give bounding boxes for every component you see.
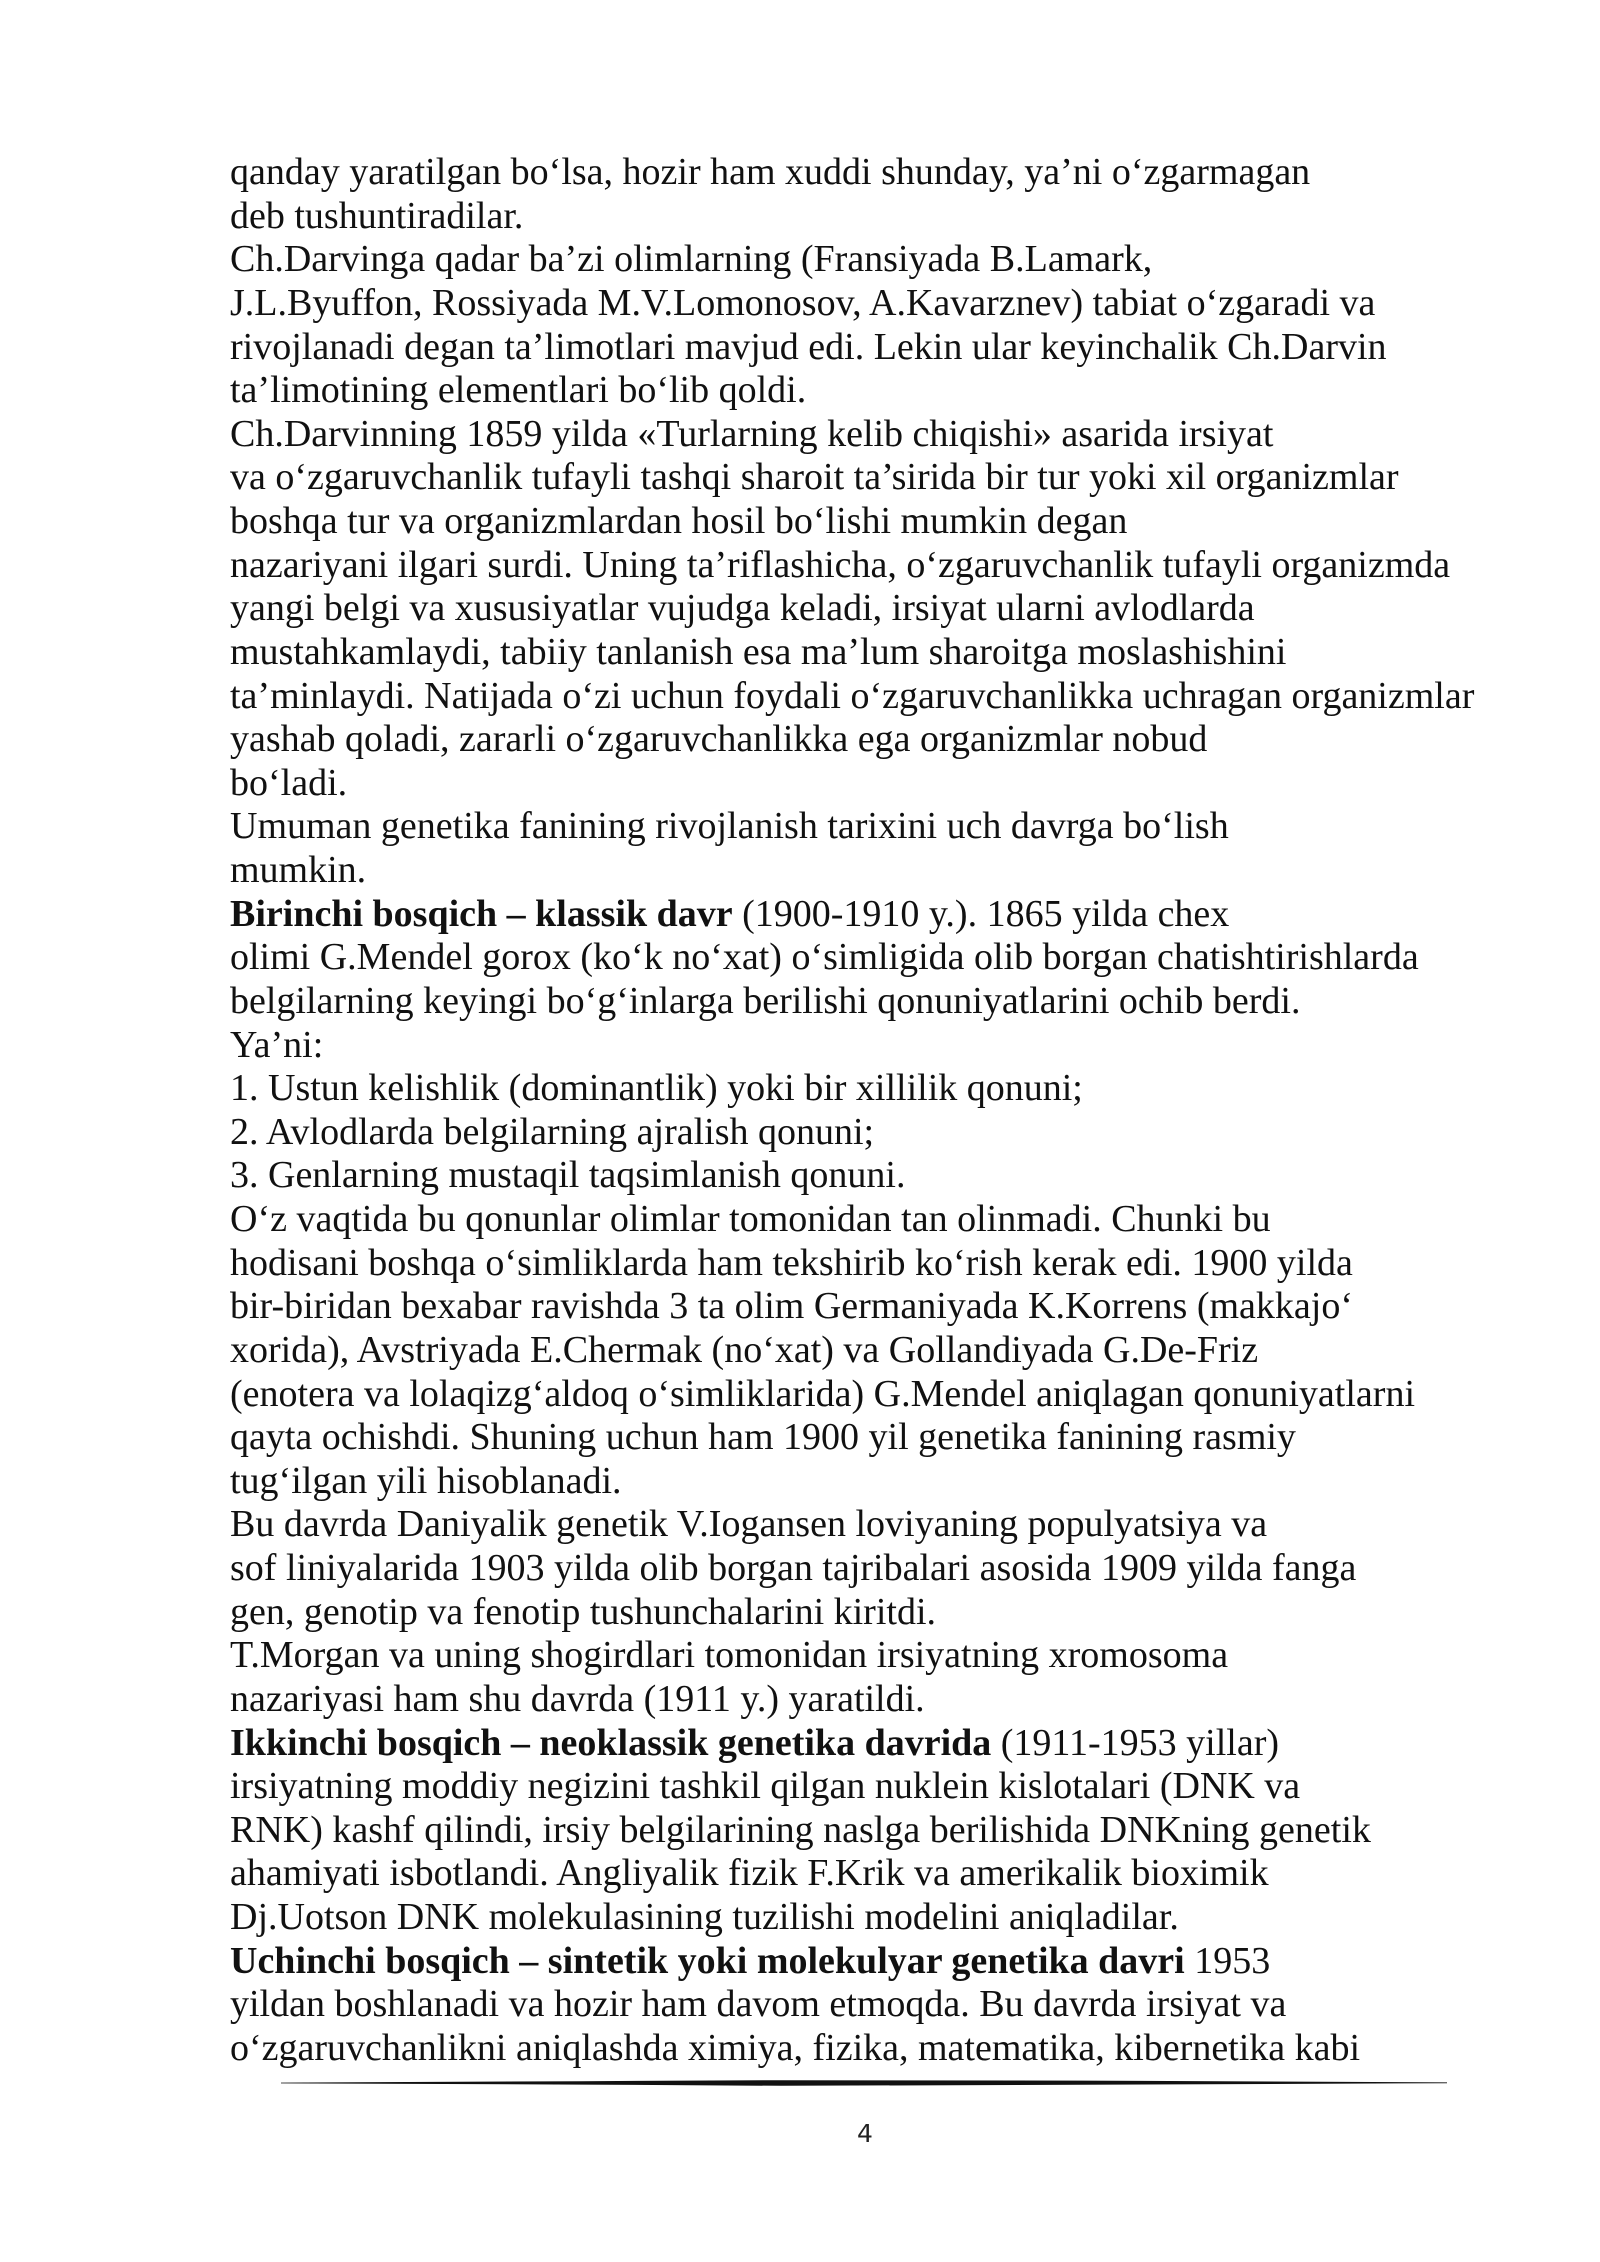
- text-line: J.L.Byuffon, Rossiyada M.V.Lomonosov, A.Kavarznev) tabiat o‘zgaradi va: [230, 281, 1376, 324]
- text-line: qayta ochishdi. Shuning uchun ham 1900 yil genetika fanining rasmiy: [230, 1416, 1296, 1459]
- text-line: [230, 1722, 1560, 1766]
- body-text: [230, 151, 1560, 2071]
- section-heading-stage-2: Ikkinchi bosqich – neoklassik genetika davrida: [230, 1721, 992, 1764]
- text-line: rivojlanadi degan ta’limotlari mavjud edi. Lekin ular keyinchalik Ch.Darvin: [230, 325, 1387, 368]
- text-line: yildan boshlanadi va hozir ham davom etmoqda. Bu davrda irsiyat va: [230, 1983, 1287, 2026]
- text-line: va o‘zgaruvchanlik tufayli tashqi sharoit ta’sirida bir tur yoki xil organizmlar: [230, 456, 1399, 499]
- text-line: belgilarning keyingi bo‘g‘inlarga berilishi qonuniyatlarini ochib berdi.: [230, 979, 1301, 1022]
- text-line: boshqa tur va organizmlardan hosil bo‘lishi mumkin degan: [230, 500, 1128, 542]
- text-line: mumkin.: [230, 849, 367, 891]
- text-line: deb tushuntiradilar.: [230, 194, 524, 237]
- text-line: yangi belgi va xususiyatlar vujudga keladi, irsiyat ularni avlodlarda: [230, 587, 1255, 630]
- text-line: Ya’ni:: [230, 1023, 324, 1066]
- text-line: ta’minlaydi. Natijada o‘zi uchun foydali o‘zgaruvchanlikka uchragan organizmlar: [230, 674, 1475, 717]
- footer-rule: [281, 2077, 1447, 2089]
- text-line: bir-biridan bexabar ravishda 3 ta olim Germaniyada K.Korrens (makkajo‘: [230, 1285, 1354, 1328]
- text-line: (enotera va lolaqizg‘aldoq o‘simliklarida) G.Mendel aniqlagan qonuniyatlarni: [230, 1372, 1415, 1415]
- text-line: Umuman genetika fanining rivojlanish tarixini uch davrga bo‘lish: [230, 805, 1229, 848]
- text-line: Bu davrda Daniyalik genetik V.Iogansen loviyaning populyatsiya va: [230, 1503, 1268, 1546]
- text-fragment: (1900-1910 y.). 1865 yilda chex: [732, 892, 1230, 935]
- text-fragment: (1911-1953 yillar): [991, 1721, 1280, 1764]
- list-item: 1. Ustun kelishlik (dominantlik) yoki bir xillilik qonuni;: [230, 1067, 1083, 1110]
- list-item: 3. Genlarning mustaqil taqsimlanish qonuni.: [230, 1154, 906, 1197]
- text-line: o‘zgaruvchanlikni aniqlashda ximiya, fizika, matematika, kibernetika kabi: [230, 2026, 1361, 2069]
- text-line: tug‘ilgan yili hisoblanadi.: [230, 1459, 622, 1502]
- text-line: qanday yaratilgan bo‘lsa, hozir ham xuddi shunday, ya’ni o‘zgarmagan: [230, 151, 1311, 193]
- text-line: hodisani boshqa o‘simliklarda ham tekshirib ko‘rish kerak edi. 1900 yilda: [230, 1241, 1353, 1284]
- text-fragment: 1953: [1184, 1939, 1271, 1982]
- text-line: Ch.Darvinga qadar ba’zi olimlarning (Fransiyada B.Lamark,: [230, 238, 1153, 281]
- text-line: yashab qoladi, zararli o‘zgaruvchanlikka ega organizmlar nobud: [230, 718, 1208, 761]
- text-line: sof liniyalarida 1903 yilda olib borgan tajribalari asosida 1909 yilda fanga: [230, 1547, 1357, 1589]
- text-line: nazariyasi ham shu davrda (1911 y.) yaratildi.: [230, 1677, 925, 1720]
- text-line: ahamiyati isbotlandi. Angliyalik fizik F.Krik va amerikalik bioximik: [230, 1852, 1269, 1895]
- text-line: olimi G.Mendel gorox (ko‘k no‘xat) o‘simligida olib borgan chatishtirishlarda: [230, 936, 1419, 979]
- text-line: nazariyani ilgari surdi. Uning ta’riflashicha, o‘zgaruvchanlik tufayli organizmda: [230, 543, 1451, 586]
- section-heading-stage-1: Birinchi bosqich – klassik davr: [230, 892, 733, 935]
- text-line: irsiyatning moddiy negizini tashkil qilgan nuklein kislotalari (DNK va: [230, 1765, 1301, 1808]
- text-line: O‘z vaqtida bu qonunlar olimlar tomonidan tan olinmadi. Chunki bu: [230, 1198, 1271, 1240]
- text-line: RNK) kashf qilindi, irsiy belgilarining naslga berilishida DNKning genetik: [230, 1808, 1371, 1851]
- text-line: gen, genotip va fenotip tushunchalarini kiritdi.: [230, 1590, 937, 1633]
- text-line: xorida), Avstriyada E.Chermak (no‘xat) va Gollandiyada G.De-Friz: [230, 1328, 1259, 1371]
- text-line: T.Morgan va uning shogirdlari tomonidan irsiyatning xromosoma: [230, 1634, 1229, 1677]
- text-line: mustahkamlaydi, tabiiy tanlanish esa ma’lum sharoitga moslashishini: [230, 630, 1287, 673]
- text-line: [230, 1940, 1560, 1984]
- list-item: 2. Avlodlarda belgilarning ajralish qonuni;: [230, 1110, 875, 1153]
- text-line: Dj.Uotson DNK molekulasining tuzilishi modelini aniqladilar.: [230, 1896, 1179, 1938]
- text-line: [230, 893, 1560, 937]
- text-line: ta’limotining elementlari bo‘lib qoldi.: [230, 369, 807, 412]
- text-line: Ch.Darvinning 1859 yilda «Turlarning kelib chiqishi» asarida irsiyat: [230, 412, 1274, 455]
- text-line: bo‘ladi.: [230, 761, 348, 804]
- page-number: 4: [857, 2119, 873, 2148]
- section-heading-stage-3: Uchinchi bosqich – sintetik yoki molekulyar genetika davri: [230, 1939, 1185, 1982]
